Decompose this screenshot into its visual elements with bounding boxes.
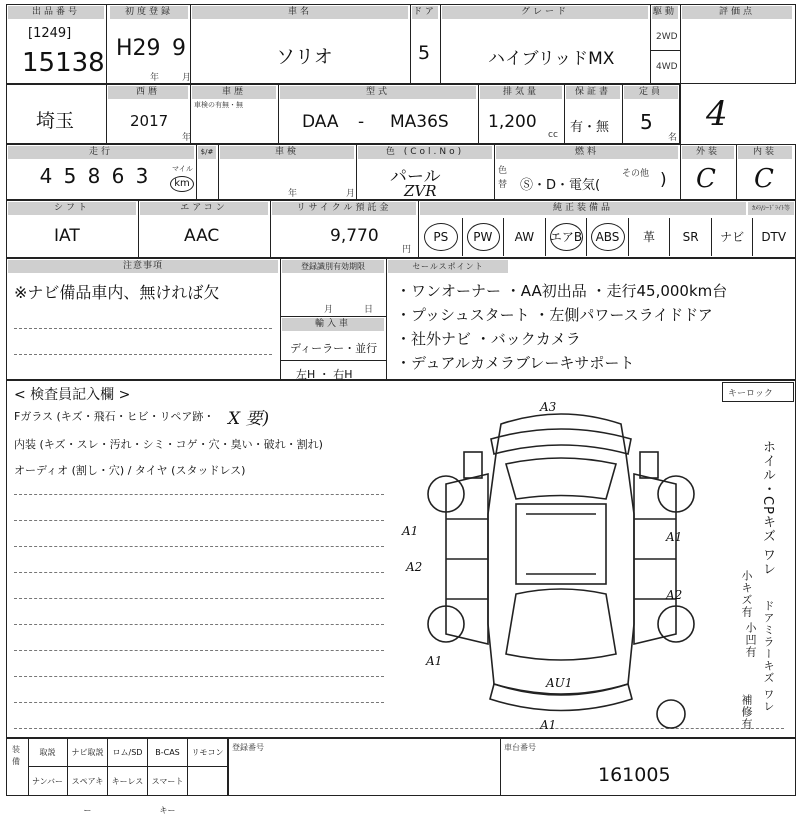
model-dash: - xyxy=(358,112,365,132)
sales-point: ・社外ナビ ・バックカメラ xyxy=(396,330,581,348)
reg-number-label: 登録番号 xyxy=(232,743,264,752)
footer-equipment-cell: キーレス xyxy=(108,767,148,796)
month-unit: 月 xyxy=(182,73,192,83)
interior-label: 内装 xyxy=(738,146,792,159)
displacement-label: 排気量 xyxy=(480,86,562,99)
damage-mark: A2 xyxy=(666,588,683,602)
first-reg-month: 9 xyxy=(172,36,186,61)
side-note-repair: 補修有 xyxy=(740,694,753,730)
equipment-circle xyxy=(467,223,501,251)
color-code: ZVR xyxy=(404,182,437,200)
lot-number: 15138 xyxy=(22,48,105,78)
capacity-value: 5 xyxy=(640,110,653,134)
reg-limit-label: 登録識別有効期限 xyxy=(282,260,384,273)
footer-equipment-cell: ロム/SD xyxy=(108,738,148,767)
mileage-digit: 8 xyxy=(87,164,101,188)
equipment-cells xyxy=(420,218,794,256)
chassis-label: 車台番号 xyxy=(504,743,536,752)
shift-label: シフト xyxy=(8,202,136,215)
model-year: 2017 xyxy=(130,112,169,130)
equipment-item: ABS xyxy=(586,218,628,256)
reg-month: 月 xyxy=(324,305,334,315)
extra-label: ｶﾒﾗ/ｼｰﾄﾞﾗｲﾄ等 xyxy=(748,202,794,215)
color-label: 色 (Col.No) xyxy=(358,146,492,159)
damage-mark: A2 xyxy=(406,560,423,574)
recycle-label: リサイクル預託金 xyxy=(272,202,416,215)
recycle-value: 9,770 xyxy=(330,226,379,246)
equipment-item: DTV xyxy=(752,218,794,256)
mileage-digit: 3 xyxy=(135,164,149,188)
drive-2wd: 2WD xyxy=(656,32,678,42)
fuel-label: 燃料 xyxy=(496,146,678,159)
capacity-unit: 名 xyxy=(668,133,678,143)
audio-line: オーディオ (割し・穴) / タイヤ (スタッドレス) xyxy=(14,464,246,477)
sales-label: セールスポイント xyxy=(388,260,508,273)
grade-label: グレード xyxy=(442,6,648,19)
glass-mark: X 要) xyxy=(228,409,270,429)
model-prefix: DAA xyxy=(302,112,339,132)
equipment-item: ナビ xyxy=(711,218,753,256)
door-label: ドア xyxy=(413,7,437,17)
caution-label: 注意事項 xyxy=(8,260,278,273)
first-reg-label: 初度登録 xyxy=(110,6,188,19)
exterior-label: 外装 xyxy=(682,146,734,159)
damage-mark: A1 xyxy=(426,654,443,668)
shaken-label: 車検 xyxy=(220,146,354,159)
reg-day: 日 xyxy=(364,305,374,315)
aircon-value: AAC xyxy=(184,226,220,246)
history-sub: 車検の有無・無 xyxy=(194,101,243,109)
equipment-circle xyxy=(550,223,584,251)
footer-equipment-cell xyxy=(188,767,228,796)
damage-mark: A1 xyxy=(666,530,683,544)
mileage-digits xyxy=(34,164,154,188)
footer-equipment-cell: ナンバー xyxy=(28,767,68,796)
fuel-other-label: その他 xyxy=(622,169,650,179)
footer-equipment-cell: リモコン xyxy=(188,738,228,767)
mileage-unit-mile: マイル xyxy=(172,165,193,173)
equipment-circle xyxy=(424,223,458,251)
capacity-label: 定員 xyxy=(624,86,678,99)
shift-value: IAT xyxy=(54,226,80,246)
equipment-item: SR xyxy=(669,218,711,256)
sales-point: ・デュアルカメラブレーキサポート xyxy=(396,354,635,372)
side-note-minor: 小凹有 xyxy=(744,622,757,658)
year-label: 西暦 xyxy=(108,86,188,99)
color-value: パール xyxy=(390,167,441,187)
year-unit: 年 xyxy=(150,73,160,83)
shaken-month: 月 xyxy=(346,189,356,199)
model-year-suffix: 年 xyxy=(182,133,192,143)
recycle-unit: 円 xyxy=(402,245,412,255)
damage-mark: A1 xyxy=(402,524,419,538)
footer-left-label: 装備 xyxy=(12,745,20,766)
warranty-label: 保証書 xyxy=(566,86,620,99)
interior-grade: C xyxy=(754,164,774,194)
chassis-number: 161005 xyxy=(598,764,671,786)
first-reg-era-year: H29 xyxy=(116,36,161,61)
model-label: 型式 xyxy=(280,86,476,99)
import-value: ディーラー・並行 xyxy=(290,342,378,355)
fuel-close: ) xyxy=(660,170,667,190)
key-lock-label: キーロック xyxy=(728,389,773,399)
yen-label: $/# xyxy=(198,146,216,159)
rating-value: 4 xyxy=(706,94,728,134)
fuel-options: Ⓢ・D・電気( xyxy=(520,178,601,193)
footer-equipment-cell: スマートキー xyxy=(148,767,188,796)
footer-equipment-cell: スペアキー xyxy=(68,767,108,796)
mileage-label: 走行 xyxy=(8,146,194,159)
sales-point: ・プッシュスタート ・左側パワースライドドア xyxy=(396,306,713,324)
inspection-title: < 検査員記入欄 > xyxy=(14,387,131,403)
equipment-label: 純正装備品 xyxy=(420,202,746,215)
equipment-item: エアB xyxy=(545,218,587,256)
footer-equipment-cell: 取説 xyxy=(28,738,68,767)
side-note-minor: 小キズ有 xyxy=(740,570,753,618)
mileage-unit-km: km xyxy=(170,176,194,192)
car-name-label: 車名 xyxy=(192,6,408,19)
damage-mark: A3 xyxy=(540,400,557,414)
caution-text: ※ナビ備品車内、無ければ欠 xyxy=(14,283,220,302)
equipment-circle xyxy=(591,223,625,251)
exterior-grade: C xyxy=(696,164,716,194)
interior-line: 内装 (キズ・スレ・汚れ・シミ・コゲ・穴・臭い・破れ・割れ) xyxy=(14,438,323,451)
model-code: MA36S xyxy=(390,112,449,132)
mileage-digit: 6 xyxy=(111,164,125,188)
equipment-item: AW xyxy=(503,218,545,256)
glass-line: Fガラス (キズ・飛石・ヒビ・リペア跡・ xyxy=(14,410,215,423)
side-note-main: ホイル・CPキズ ワレ xyxy=(760,440,775,577)
shaken-year: 年 xyxy=(288,189,298,199)
sales-point: ・ワンオーナー ・AA初出品 ・走行45,000km台 xyxy=(396,282,728,300)
footer-equipment-cell: B-CAS xyxy=(148,738,188,767)
region-value: 埼玉 xyxy=(36,110,75,132)
equipment-item: 革 xyxy=(628,218,670,256)
mileage-digit: 4 xyxy=(39,164,53,188)
equipment-item: PS xyxy=(420,218,462,256)
lot-label: 出品番号 xyxy=(8,6,104,19)
history-label: 車歴 xyxy=(192,86,276,99)
side-note-minor: ドアミラーキズ ワレ xyxy=(762,600,775,713)
import-label: 輸入車 xyxy=(282,318,384,331)
displacement-value: 1,200 xyxy=(488,112,537,132)
equipment-item: PW xyxy=(462,218,504,256)
displacement-unit: cc xyxy=(548,130,558,140)
door-count: 5 xyxy=(418,42,431,64)
footer-equipment-cell: ナビ取説 xyxy=(68,738,108,767)
grade-value: ハイブリッドMX xyxy=(488,49,615,69)
auction-sheet xyxy=(6,4,796,815)
lot-sub-number: [1249] xyxy=(28,26,72,41)
warranty-value: 有・無 xyxy=(570,120,610,135)
drive-label: 駆動 xyxy=(652,7,677,17)
mileage-digit: 5 xyxy=(63,164,77,188)
rating-label: 評価点 xyxy=(682,6,792,19)
color-change-label: 色替 xyxy=(498,166,508,190)
steering-value: 左H ・ 右H xyxy=(296,368,353,381)
aircon-label: エアコン xyxy=(140,202,268,215)
drive-4wd: 4WD xyxy=(656,62,678,72)
car-name: ソリオ xyxy=(276,46,333,68)
footer-equipment-grid xyxy=(28,738,228,815)
damage-mark: AU1 xyxy=(546,676,573,690)
damage-mark: A1 xyxy=(540,718,557,732)
